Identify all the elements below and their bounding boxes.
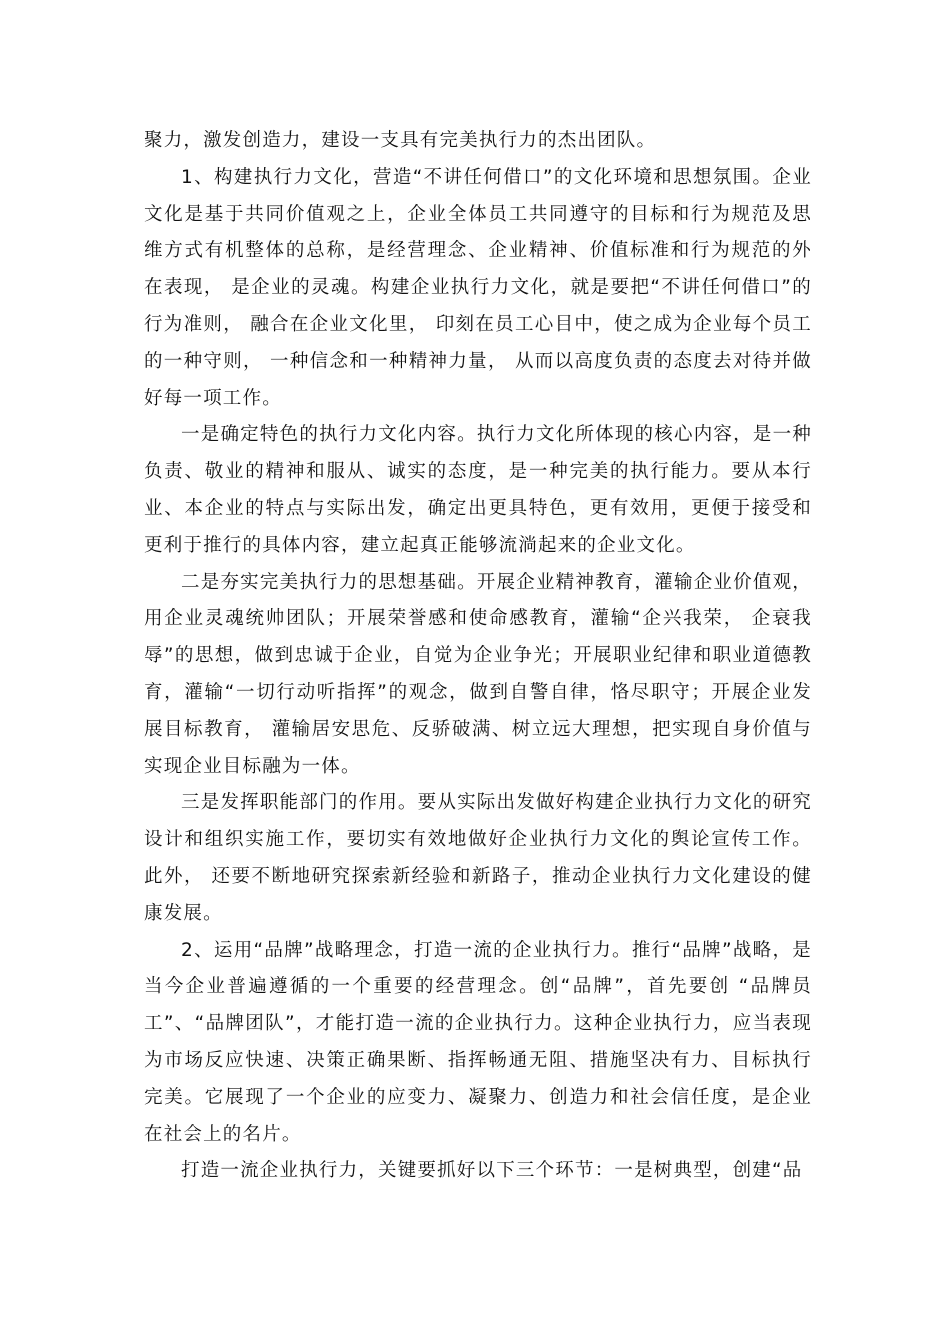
paragraph: 打造一流企业执行力，关键要抓好以下三个环节：一是树典型，创建“品 [181, 1160, 803, 1182]
paragraph: 1、构建执行力文化，营造“不讲任何借口”的文化环境和思想氛围。企业文化是基于共同价值观之上，企业全体员工共同遵守的目标和行为规范及思维方式有机整体的总称，是经营理念、企业精神、价值标准和行为规范的外在表现， 是企业的灵魂。构建企业执行力文化，就是要把“不讲任何借口”的行为准则， 融合在企业文化里， 印刻在员工心目中，使之成为企业每个员工的一种守则， 一种信念和一种精神力量， 从而以高度负责的态度去对待并做好每一项工作。 [144, 166, 812, 409]
document-body [144, 123, 812, 1190]
paragraph: 一是确定特色的执行力文化内容。执行力文化所体现的核心内容，是一种负责、敬业的精神和服从、诚实的态度，是一种完美的执行能力。要从本行业、本企业的特点与实际出发，确定出更具特色，更有效用，更便于接受和更利于推行的具体内容，建立起真正能够流淌起来的企业文化。 [144, 424, 812, 556]
paragraph: 三是发挥职能部门的作用。要从实际出发做好构建企业执行力文化的研究设计和组织实施工作，要切实有效地做好企业执行力文化的舆论宣传工作。此外， 还要不断地研究探索新经验和新路子，推动企业执行力文化建设的健康发展。 [144, 792, 812, 924]
paragraph: 2、运用“品牌”战略理念，打造一流的企业执行力。推行“品牌”战略，是当今企业普遍遵循的一个重要的经营理念。创“品牌”，首先要创 “品牌员工”、“品牌团队”，才能打造一流的企业执行力。这种企业执行力，应当表现为市场反应快速、决策正确果断、指挥畅通无阻、措施坚决有力、目标执行完美。它展现了一个企业的应变力、凝聚力、创造力和社会信任度，是企业在社会上的名片。 [144, 939, 812, 1145]
paragraph: 二是夯实完美执行力的思想基础。开展企业精神教育，灌输企业价值观，用企业灵魂统帅团队；开展荣誉感和使命感教育，灌输“企兴我荣， 企衰我辱”的思想，做到忠诚于企业，自觉为企业争光；开展职业纪律和职业道德教育，灌输“一切行动听指挥”的观念，做到自警自律，恪尽职守；开展企业发展目标教育， 灌输居安思危、反骄破满、树立远大理想，把实现自身价值与实现企业目标融为一体。 [144, 571, 812, 777]
paragraph: 聚力，激发创造力，建设一支具有完美执行力的杰出团队。 [144, 130, 657, 151]
